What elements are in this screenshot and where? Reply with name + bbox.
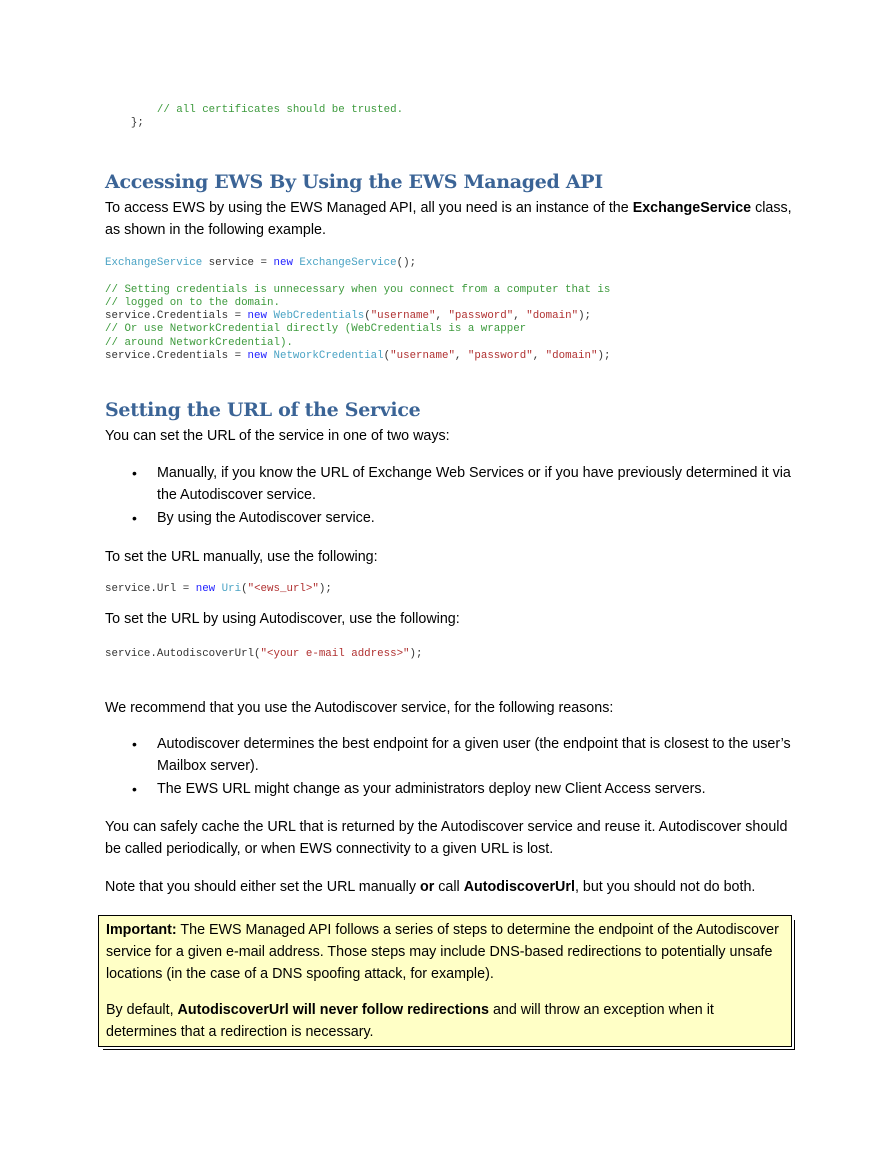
list-item: • By using the Autodiscover service. bbox=[105, 507, 795, 529]
code-type: NetworkCredential bbox=[273, 350, 384, 363]
code-keyword: new bbox=[273, 257, 293, 269]
important-label: Important: bbox=[106, 922, 177, 938]
important-paragraph-2 bbox=[106, 999, 786, 1043]
code-keyword: new bbox=[247, 350, 267, 363]
code-text: ); bbox=[318, 583, 332, 595]
code-text: service = bbox=[202, 257, 274, 269]
intro-text: To access EWS by using the EWS Managed API, all you need is an instance of the bbox=[105, 200, 633, 216]
important-text: By default, bbox=[106, 1002, 178, 1018]
code-string: "domain" bbox=[545, 350, 598, 363]
code-text: service.Url = bbox=[105, 583, 196, 595]
code-text: service.Credentials = bbox=[105, 310, 248, 323]
code-fragment-top bbox=[105, 104, 403, 131]
note-text-end: , but you should not do both. bbox=[574, 879, 756, 895]
code-string: "password" bbox=[448, 310, 514, 323]
code-string: "password" bbox=[467, 350, 533, 363]
code-type: WebCredentials bbox=[273, 310, 365, 323]
note-bold-method: AutodiscoverUrl bbox=[463, 879, 575, 895]
section-heading-managed-api: Accessing EWS By Using the EWS Managed API bbox=[105, 171, 603, 193]
important-text: and will throw an exception when it determines that a redirection is necessary. bbox=[106, 1002, 714, 1040]
list-item: • Autodiscover determines the best endpoint for a given user (the endpoint that is closest to the user’s Mailbox server). bbox=[105, 733, 795, 777]
list-item: • Manually, if you know the URL of Exchange Web Services or if you have previously determined it via the Autodiscover service. bbox=[105, 462, 795, 506]
code-string: "username" bbox=[370, 310, 436, 323]
code-string: "domain" bbox=[526, 310, 579, 323]
recommend-text: We recommend that you use the Autodiscover service, for the following reasons: bbox=[105, 700, 614, 716]
important-paragraph-1 bbox=[106, 919, 786, 985]
code-string: "<ews_url>" bbox=[247, 583, 319, 595]
autodiscover-url-text: To set the URL by using Autodiscover, use the following: bbox=[105, 611, 460, 627]
code-type: ExchangeService bbox=[105, 257, 203, 269]
code-text: ); bbox=[409, 648, 423, 660]
code-autodiscover-url bbox=[105, 648, 423, 661]
code-manual-url: service.Url = new Uri("<ews_url>"); bbox=[105, 583, 332, 595]
section-heading-service-url: Setting the URL of the Service bbox=[105, 399, 421, 421]
code-comment: // around NetworkCredential). bbox=[105, 336, 293, 349]
code-type: ExchangeService bbox=[299, 257, 397, 269]
code-comment: // all certificates should be trusted. bbox=[156, 104, 404, 116]
section2-intro: You can set the URL of the service in one of two ways: bbox=[105, 428, 450, 444]
reasons-list bbox=[105, 733, 795, 801]
code-comment: // logged on to the domain. bbox=[105, 296, 280, 309]
note-text-mid: call bbox=[434, 879, 464, 895]
code-line: }; bbox=[130, 117, 144, 130]
list-item: • The EWS URL might change as your administrators deploy new Client Access servers. bbox=[105, 778, 795, 800]
code-text: service.AutodiscoverUrl( bbox=[105, 648, 261, 660]
url-methods-list bbox=[105, 462, 795, 530]
code-string: "username" bbox=[390, 350, 455, 363]
important-text: The EWS Managed API follows a series of steps to determine the endpoint of the Autodiscover service for a given e-mail address. Those steps may include DNS-based redirections to potentially unsafe locations (in the case of a DNS spoofing attack, for example). bbox=[106, 922, 779, 982]
important-content bbox=[106, 919, 786, 1057]
note-text bbox=[105, 876, 795, 898]
section-intro bbox=[105, 197, 795, 241]
intro-text-end: class, as shown in the following example. bbox=[105, 200, 792, 238]
code-text: (); bbox=[396, 257, 417, 269]
code-string: "<your e-mail address>" bbox=[260, 648, 410, 660]
code-comment: // Setting credentials is unnecessary when you connect from a computer that is bbox=[105, 283, 611, 296]
code-block-credentials: ExchangeService service = new ExchangeService(); // Setting credentials is unnecessary when you connect from a computer that is // logged on to the domain. service.Credentials = new WebCredentials("username", "password", "domain"); // Or use NetworkCredential directly (WebCredentials is a wrapper // around NetworkCredential). service.Credentials = new NetworkCredential("username", "password", "domain"); bbox=[105, 257, 611, 363]
code-comment: // Or use NetworkCredential directly (WebCredentials is a wrapper bbox=[105, 323, 527, 336]
important-callout bbox=[98, 915, 792, 1047]
intro-bold-class: ExchangeService bbox=[632, 200, 752, 216]
code-type: Uri bbox=[221, 583, 242, 595]
code-text: service.Credentials = bbox=[105, 350, 248, 363]
cache-text: You can safely cache the URL that is returned by the Autodiscover service and reuse it. Autodiscover should be called periodically, or when EWS connectivity to a given URL is lost. bbox=[105, 819, 788, 857]
manual-url-text: To set the URL manually, use the following: bbox=[105, 549, 378, 565]
code-keyword: new bbox=[247, 310, 267, 323]
note-bold-or: or bbox=[419, 879, 435, 895]
code-keyword: new bbox=[195, 583, 216, 595]
important-bold-text: AutodiscoverUrl will never follow redirections bbox=[177, 1002, 489, 1018]
note-text-start: Note that you should either set the URL manually bbox=[105, 879, 420, 895]
